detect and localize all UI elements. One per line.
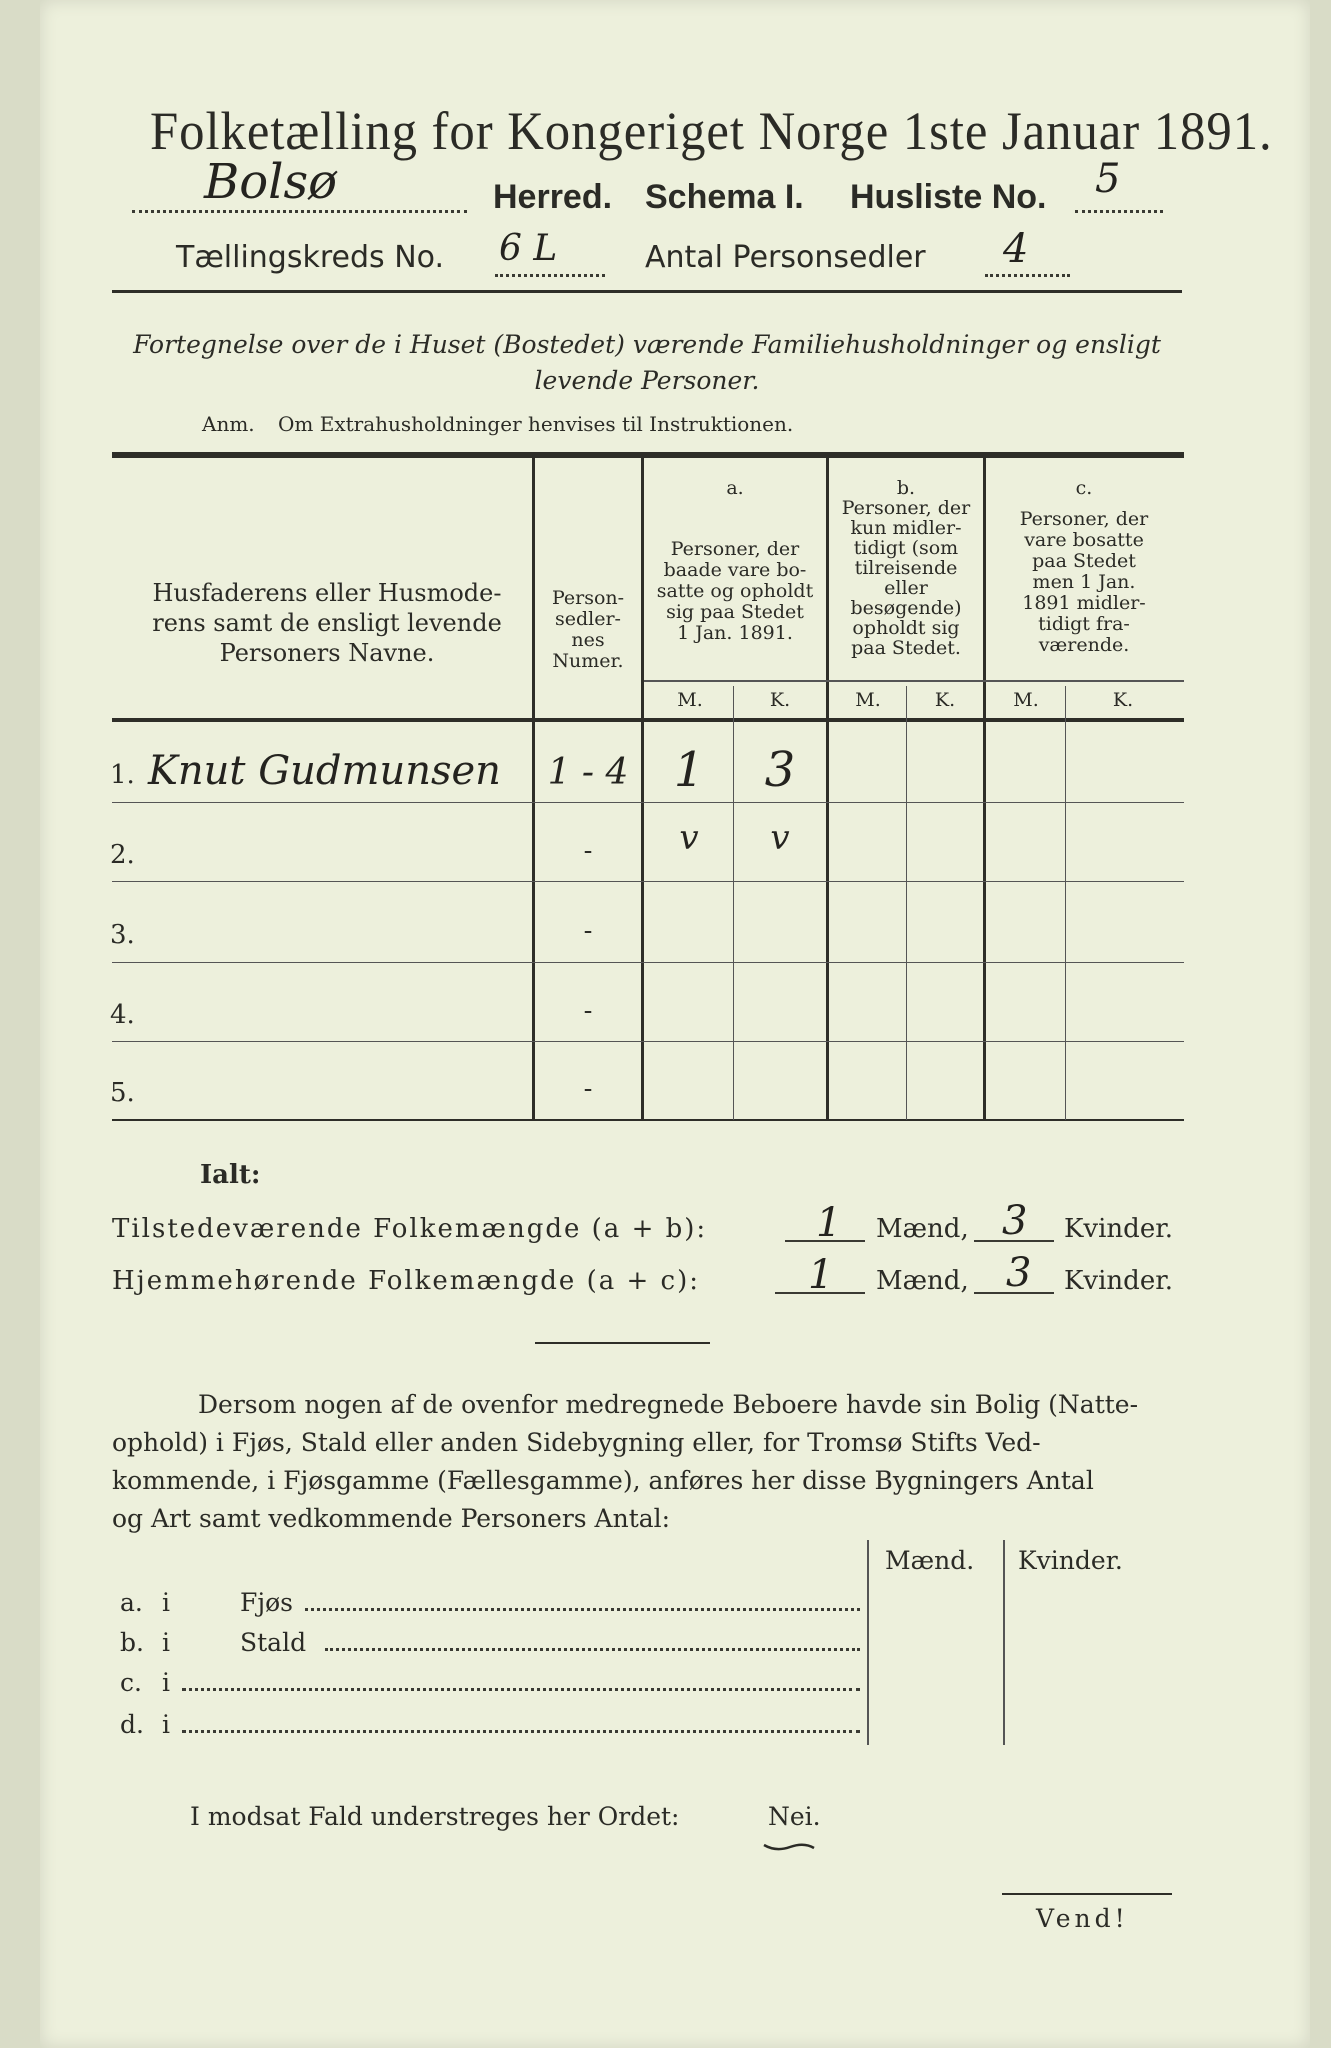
form-title: Folketælling for Kongeriget Norge 1ste Januar 1891. bbox=[150, 101, 1273, 161]
row-person-numbers: - bbox=[583, 836, 593, 866]
totals-line-1-maend: Mænd, bbox=[876, 1214, 969, 1244]
row-number: 5. bbox=[110, 1078, 135, 1108]
totals-line-2-maend: Mænd, bbox=[876, 1266, 969, 1296]
building-i: i bbox=[162, 1628, 170, 1657]
row-a-k: 3 bbox=[764, 742, 796, 798]
building-letter: c. bbox=[120, 1668, 142, 1697]
header-b-line: tilreisende bbox=[854, 557, 958, 579]
building-fill bbox=[305, 1608, 860, 1611]
building-fill bbox=[182, 1730, 860, 1733]
row-a-k: v bbox=[770, 818, 790, 858]
row-person-numbers: 1 - 4 bbox=[547, 752, 629, 793]
label-a-k: K. bbox=[769, 689, 791, 711]
header-a-line: 1 Jan. 1891. bbox=[677, 622, 793, 644]
totals-line-1-men: 1 bbox=[816, 1200, 842, 1246]
kreds-value: 6 L bbox=[499, 228, 558, 269]
antal-value: 4 bbox=[1003, 226, 1029, 272]
totals-line-1-kvinder: Kvinder. bbox=[1064, 1214, 1174, 1244]
header-num-line: Person- bbox=[551, 587, 625, 609]
header-a-line: satte og opholdt bbox=[656, 580, 814, 602]
building-i: i bbox=[162, 1668, 170, 1697]
header-col-b bbox=[830, 478, 982, 658]
building-i: i bbox=[162, 1710, 170, 1739]
building-letter: b. bbox=[120, 1628, 144, 1657]
census-form-sheet bbox=[40, 0, 1310, 2048]
header-c-line: tidigt fra- bbox=[1038, 613, 1130, 635]
intro-line-2: levende Personer. bbox=[534, 366, 760, 395]
anm-text: Om Extrahusholdninger henvises til Instruktionen. bbox=[278, 412, 794, 436]
header-name-line: Husfaderens eller Husmode- bbox=[152, 579, 502, 607]
table-header-rule bbox=[112, 718, 1184, 722]
header-b-line: eller bbox=[884, 577, 928, 599]
row-number: 1. bbox=[110, 760, 135, 790]
header-a-line: baade vare bo- bbox=[663, 559, 807, 581]
antal-label: Antal Personsedler bbox=[645, 240, 926, 275]
nei-underline bbox=[762, 1836, 816, 1844]
buildings-col-kvinder: Kvinder. bbox=[1018, 1546, 1123, 1575]
col-sep-b-mk bbox=[906, 686, 907, 1120]
col-sep-name bbox=[532, 458, 535, 1120]
modsat-text: I modsat Fald understreges her Ordet: bbox=[190, 1802, 680, 1831]
totals-line-2-kvinder: Kvinder. bbox=[1064, 1266, 1174, 1296]
header-c-line: paa Stedet bbox=[1032, 550, 1136, 572]
ialt-label: Ialt: bbox=[200, 1160, 261, 1190]
buildings-col-sep-1 bbox=[867, 1540, 869, 1745]
row-person-numbers: - bbox=[583, 996, 593, 1026]
label-b-k: K. bbox=[934, 689, 956, 711]
col-sep-num bbox=[641, 458, 644, 1120]
buildings-col-sep-2 bbox=[1003, 1540, 1005, 1745]
antal-field bbox=[985, 226, 1070, 277]
header-a-line: sig paa Stedet bbox=[666, 601, 804, 623]
header-name bbox=[132, 578, 522, 668]
header-name-line: Personers Navne. bbox=[219, 639, 435, 667]
header-rule bbox=[112, 290, 1182, 293]
header-b-line: kun midler- bbox=[850, 517, 962, 539]
buildings-para-line: og Art samt vedkommende Personers Antal: bbox=[112, 1504, 671, 1533]
header-c-line: værende. bbox=[1038, 634, 1130, 656]
intro-line-1: Fortegnelse over de i Huset (Bostedet) værende Familiehusholdninger og ensligt bbox=[133, 330, 1161, 359]
header-b-line: paa Stedet. bbox=[851, 637, 961, 659]
row-rule bbox=[112, 1041, 1184, 1042]
row-number: 4. bbox=[110, 1000, 135, 1030]
row-rule bbox=[112, 962, 1184, 963]
vend-rule bbox=[1002, 1893, 1172, 1895]
row-person-numbers: - bbox=[583, 916, 593, 946]
row-rule bbox=[112, 881, 1184, 882]
building-fill bbox=[182, 1688, 860, 1691]
row-name: Knut Gudmunsen bbox=[148, 748, 501, 794]
header-num-line: sedler- bbox=[555, 608, 621, 630]
header-b-line: opholdt sig bbox=[852, 617, 960, 639]
buildings-para-line: Dersom nogen af de ovenfor medregnede Beboere havde sin Bolig (Natte- bbox=[198, 1390, 1139, 1419]
building-letter: d. bbox=[120, 1710, 144, 1739]
header-b-line: tidigt (som bbox=[853, 537, 959, 559]
buildings-para-line: ophold) i Fjøs, Stald eller anden Sidebygning eller, for Tromsø Stifts Ved- bbox=[112, 1428, 1041, 1457]
building-label: Fjøs bbox=[240, 1588, 293, 1617]
husliste-field bbox=[1075, 156, 1163, 213]
label-a-m: M. bbox=[677, 689, 703, 711]
row-a-m: v bbox=[679, 818, 699, 858]
buildings-para-line: kommende, i Fjøsgamme (Fællesgamme), anføres her disse Bygningers Antal bbox=[112, 1466, 1094, 1495]
header-c-line: vare bosatte bbox=[1024, 529, 1144, 551]
herred-value: Bolsø bbox=[204, 154, 338, 210]
row-person-numbers: - bbox=[583, 1074, 593, 1104]
header-num bbox=[538, 588, 638, 672]
section-divider bbox=[535, 1342, 710, 1344]
herred-label: Herred. bbox=[493, 178, 613, 216]
table-top-rule bbox=[112, 452, 1184, 458]
kreds-label: Tællingskreds No. bbox=[176, 240, 444, 275]
totals-line-2-men: 1 bbox=[808, 1252, 834, 1298]
header-b-line: besøgende) bbox=[850, 597, 962, 619]
building-label: Stald bbox=[240, 1628, 307, 1657]
header-c-line: 1891 midler- bbox=[1022, 592, 1146, 614]
col-sep-a bbox=[826, 458, 829, 1120]
totals-line-1-women: 3 bbox=[1002, 1198, 1028, 1244]
row-number: 2. bbox=[110, 840, 135, 870]
building-i: i bbox=[162, 1588, 170, 1617]
husliste-label: Husliste No. bbox=[850, 178, 1047, 216]
header-col-c bbox=[986, 478, 1182, 656]
header-b-line: Personer, der bbox=[841, 497, 971, 519]
header-num-line: Numer. bbox=[552, 650, 624, 672]
col-sep-a-mk bbox=[733, 686, 734, 1120]
anm-label: Anm. bbox=[202, 412, 255, 436]
nei-word: Nei. bbox=[768, 1802, 821, 1831]
row-a-m: 1 bbox=[673, 742, 705, 798]
totals-line-2-label: Hjemmehørende Folkemængde (a + c): bbox=[112, 1266, 700, 1296]
husliste-value: 5 bbox=[1095, 156, 1121, 202]
row-rule bbox=[112, 802, 1184, 803]
herred-field bbox=[132, 154, 467, 213]
schema-label: Schema I. bbox=[645, 178, 804, 216]
label-b-m: M. bbox=[855, 689, 881, 711]
row-number: 3. bbox=[110, 920, 135, 950]
col-sep-c-mk bbox=[1065, 686, 1066, 1120]
buildings-paragraph bbox=[112, 1386, 1182, 1538]
header-col-a bbox=[646, 478, 824, 644]
header-c-line: Personer, der bbox=[1019, 508, 1149, 530]
building-letter: a. bbox=[120, 1588, 143, 1617]
table-bottom-rule bbox=[112, 1119, 1184, 1121]
vend-label: Vend! bbox=[1036, 1904, 1129, 1933]
header-a-line: Personer, der bbox=[670, 538, 800, 560]
header-name-line: rens samt de ensligt levende bbox=[152, 609, 502, 637]
kreds-field bbox=[495, 228, 605, 277]
totals-line-2-women: 3 bbox=[1006, 1250, 1032, 1296]
label-c-k: K. bbox=[1112, 689, 1134, 711]
buildings-col-maend: Mænd. bbox=[885, 1546, 975, 1575]
header-num-line: nes bbox=[571, 629, 605, 651]
building-fill bbox=[325, 1648, 860, 1651]
totals-line-1-label: Tilstedeværende Folkemængde (a + b): bbox=[112, 1214, 708, 1244]
header-b-letter: b. bbox=[896, 477, 916, 499]
header-a-letter: a. bbox=[726, 477, 744, 499]
nei-underline-stroke bbox=[762, 1843, 816, 1851]
header-c-line: men 1 Jan. bbox=[1032, 571, 1136, 593]
header-c-letter: c. bbox=[1075, 477, 1093, 499]
label-c-m: M. bbox=[1013, 689, 1039, 711]
mk-rule bbox=[644, 680, 1184, 682]
